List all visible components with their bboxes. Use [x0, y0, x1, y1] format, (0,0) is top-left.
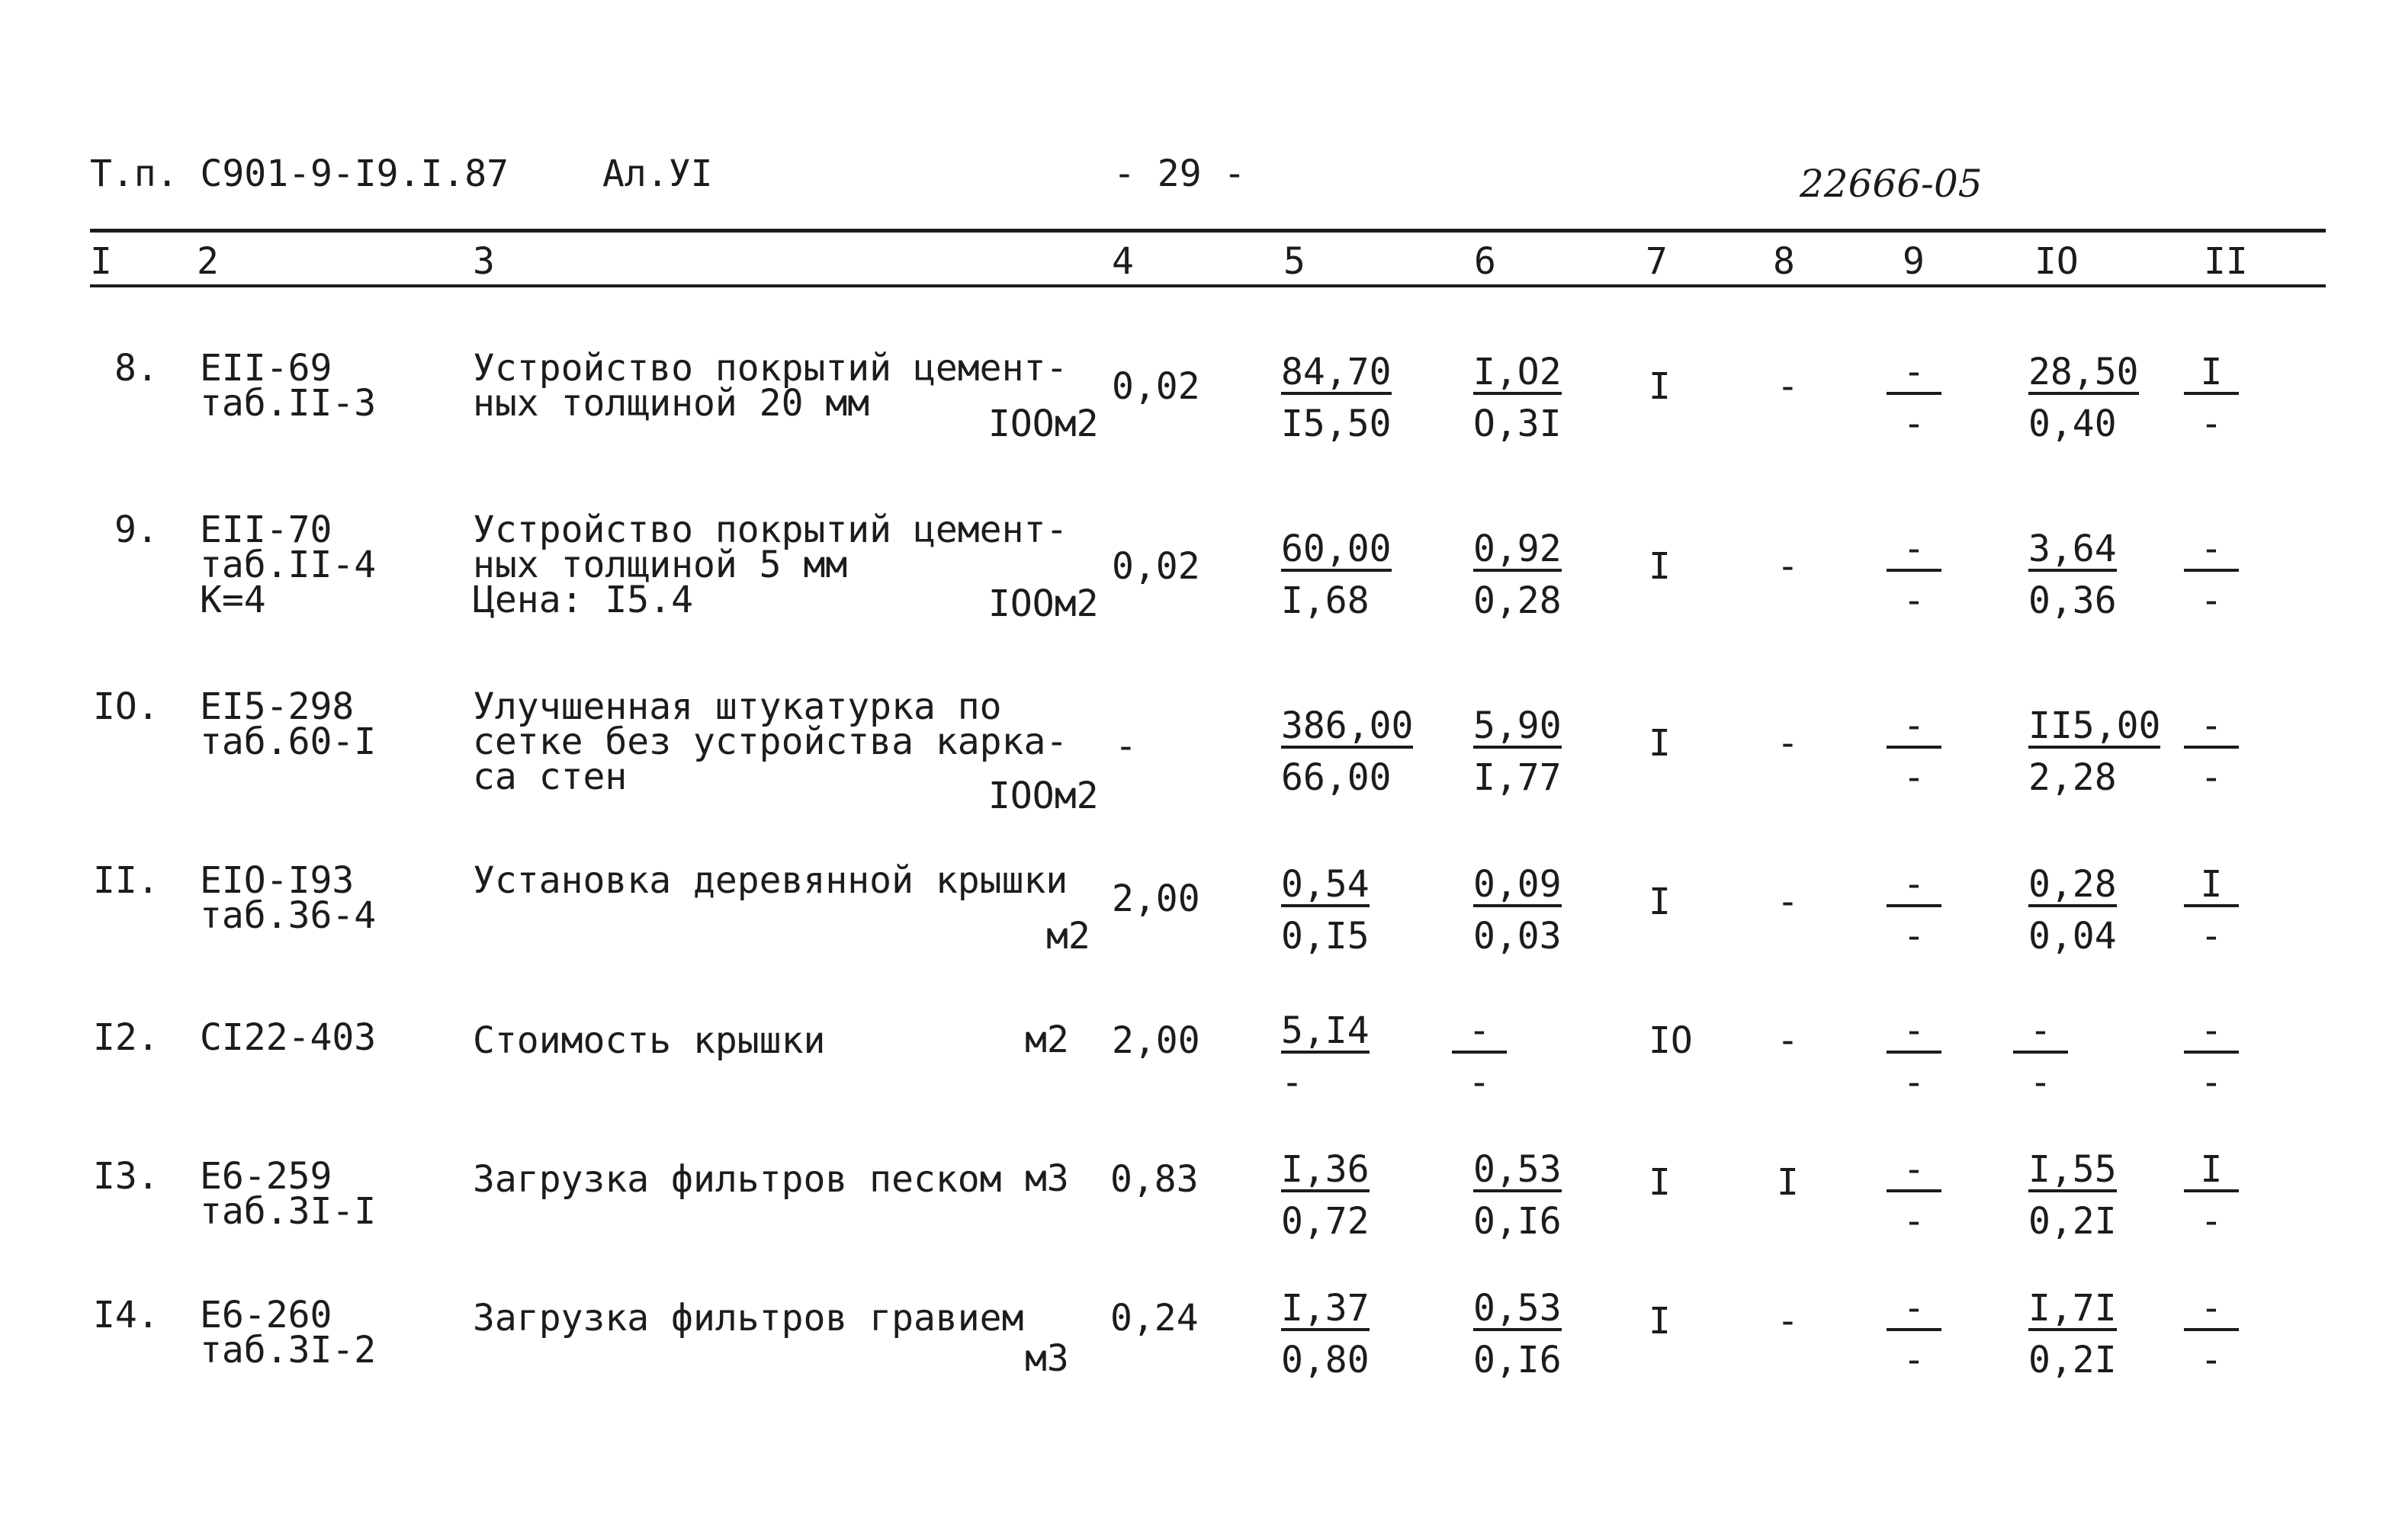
unit-of-measure: м3 — [1025, 1337, 1069, 1380]
col8-value: - — [1777, 365, 1799, 408]
table-top-rule — [90, 229, 2326, 233]
col5-value: $\frac{I,36}{0,72}$ — [1281, 1148, 1370, 1243]
col11-value: - - — [2181, 704, 2242, 796]
col7-value: I — [1649, 1300, 1671, 1343]
col6-value: $\frac{0,92}{0,28}$ — [1473, 528, 1562, 622]
quantity: 0,24 — [1110, 1297, 1199, 1339]
col6-value: $\frac{0,09}{0,03}$ — [1473, 863, 1562, 958]
col9-value: - - — [1883, 863, 1944, 954]
col11-value: - - — [2181, 528, 2242, 619]
col9-value: - - — [1883, 704, 1944, 796]
row-number: II. — [93, 859, 159, 902]
row-number: 8. — [114, 347, 159, 390]
col8-value: - — [1777, 722, 1799, 765]
row-number: IO. — [93, 685, 159, 728]
column-number-3: 3 — [473, 240, 495, 283]
col6-value: $\frac{0,53}{0,I6}$ — [1473, 1148, 1562, 1243]
work-description: Загрузка фильтров гравием — [473, 1297, 1024, 1339]
quantity: 0,02 — [1112, 545, 1200, 588]
col6-value: - - — [1449, 1009, 1510, 1101]
unit-of-measure: м3 — [1025, 1157, 1069, 1200]
col7-value: IO — [1649, 1019, 1693, 1062]
album-label: Ал.УI — [602, 152, 713, 195]
col8-value: - — [1777, 545, 1799, 588]
col8-value: - — [1777, 881, 1799, 923]
work-description: Установка деревянной крышки — [473, 859, 1068, 902]
col5-value: $\frac{0,54}{0,I5}$ — [1281, 863, 1370, 958]
rate-code: EI5-298 таб.60-I — [200, 685, 377, 763]
col5-value: 5,I4 - — [1281, 1009, 1370, 1104]
col10-value: $\frac{0,28}{0,04}$ — [2028, 863, 2117, 958]
col8-value: - — [1777, 1300, 1799, 1343]
unit-of-measure: м2 — [1025, 1019, 1069, 1061]
col7-value: I — [1649, 365, 1671, 408]
col7-value: I — [1649, 1161, 1671, 1204]
page-number: - 29 - — [1113, 152, 1246, 195]
handwritten-inventory-number: 22666-05 — [1800, 162, 1983, 206]
unit-of-measure: м2 — [1046, 915, 1090, 958]
column-number-5: 5 — [1283, 240, 1305, 283]
document-code: Т.п. С901-9-I9.I.87 — [90, 152, 509, 195]
row-number: I2. — [93, 1016, 159, 1059]
column-number-9: 9 — [1903, 240, 1925, 283]
quantity: - — [1115, 725, 1137, 768]
work-description: Устройство покрытий цемент- ных толщиной 20 мм — [473, 347, 1068, 425]
quantity: 0,83 — [1110, 1158, 1199, 1201]
column-number-7: 7 — [1646, 240, 1668, 283]
col5-value: $\frac{386,00}{66,00}$ — [1281, 704, 1414, 799]
column-number-6: 6 — [1474, 240, 1496, 283]
work-description: Загрузка фильтров песком — [473, 1158, 1002, 1201]
header-bottom-rule — [90, 284, 2326, 287]
unit-of-measure: IOOм2 — [988, 775, 1099, 817]
column-number-1: I — [90, 240, 112, 283]
rate-code: EIO-I93 таб.36-4 — [200, 859, 377, 937]
col8-value: I — [1777, 1161, 1799, 1204]
work-description: Улучшенная штукатурка по сетке без устройства карка- са стен — [473, 685, 1068, 798]
work-description: Устройство покрытий цемент- ных толщиной 5 мм Цена: I5.4 — [473, 509, 1068, 621]
col10-value: $\frac{28,50}{0,40}$ — [2028, 351, 2139, 445]
unit-of-measure: IOOм2 — [988, 403, 1099, 445]
row-number: 9. — [114, 509, 159, 551]
rate-code: EII-69 таб.II-3 — [200, 347, 377, 425]
col11-value: I - — [2181, 1148, 2242, 1240]
col5-value: $\frac{60,00}{I,68}$ — [1281, 528, 1392, 622]
col9-value: - - — [1883, 1009, 1944, 1101]
col11-value: I - — [2181, 863, 2242, 954]
col10-value: $\frac{II5,00}{2,28}$ — [2028, 704, 2161, 799]
col5-value: $\frac{I,37}{0,80}$ — [1281, 1287, 1370, 1381]
column-number-2: 2 — [197, 240, 219, 283]
col6-value: $\frac{I,O2}{O,3I}$ — [1473, 351, 1562, 445]
col11-value: I - — [2181, 351, 2242, 442]
unit-of-measure: IOOм2 — [988, 582, 1099, 625]
col7-value: I — [1649, 545, 1671, 588]
row-number: I4. — [93, 1294, 159, 1336]
work-description: Стоимость крышки — [473, 1019, 826, 1062]
quantity: 0,02 — [1112, 365, 1200, 408]
col6-value: $\frac{0,53}{0,I6}$ — [1473, 1287, 1562, 1381]
column-number-4: 4 — [1112, 240, 1134, 283]
column-number-10: IO — [2034, 240, 2079, 283]
col5-value: $\frac{84,70}{I5,50}$ — [1281, 351, 1392, 445]
col10-value: $\frac{I,7I}{0,2I}$ — [2028, 1287, 2117, 1381]
col8-value: - — [1777, 1019, 1799, 1062]
col9-value: - - — [1883, 351, 1944, 442]
col9-value: - - — [1883, 1148, 1944, 1240]
col9-value: - - — [1883, 1287, 1944, 1378]
col10-value: - - — [2010, 1009, 2071, 1101]
rate-code: E6-259 таб.3I-I — [200, 1155, 377, 1233]
col10-value: $\frac{I,55}{0,2I}$ — [2028, 1148, 2117, 1243]
col11-value: - - — [2181, 1009, 2242, 1101]
col11-value: - - — [2181, 1287, 2242, 1378]
col10-value: $\frac{3,64}{0,36}$ — [2028, 528, 2117, 622]
column-number-11: II — [2204, 240, 2248, 283]
rate-code: E6-260 таб.3I-2 — [200, 1294, 377, 1372]
rate-code: СI22-403 — [200, 1016, 377, 1059]
col7-value: I — [1649, 881, 1671, 923]
col6-value: $\frac{5,90}{I,77}$ — [1473, 704, 1562, 799]
row-number: I3. — [93, 1155, 159, 1198]
quantity: 2,00 — [1112, 1019, 1200, 1062]
rate-code: EII-70 таб.II-4 К=4 — [200, 509, 377, 621]
quantity: 2,00 — [1112, 877, 1200, 920]
col9-value: - - — [1883, 528, 1944, 619]
col7-value: I — [1649, 722, 1671, 765]
column-number-8: 8 — [1773, 240, 1795, 283]
